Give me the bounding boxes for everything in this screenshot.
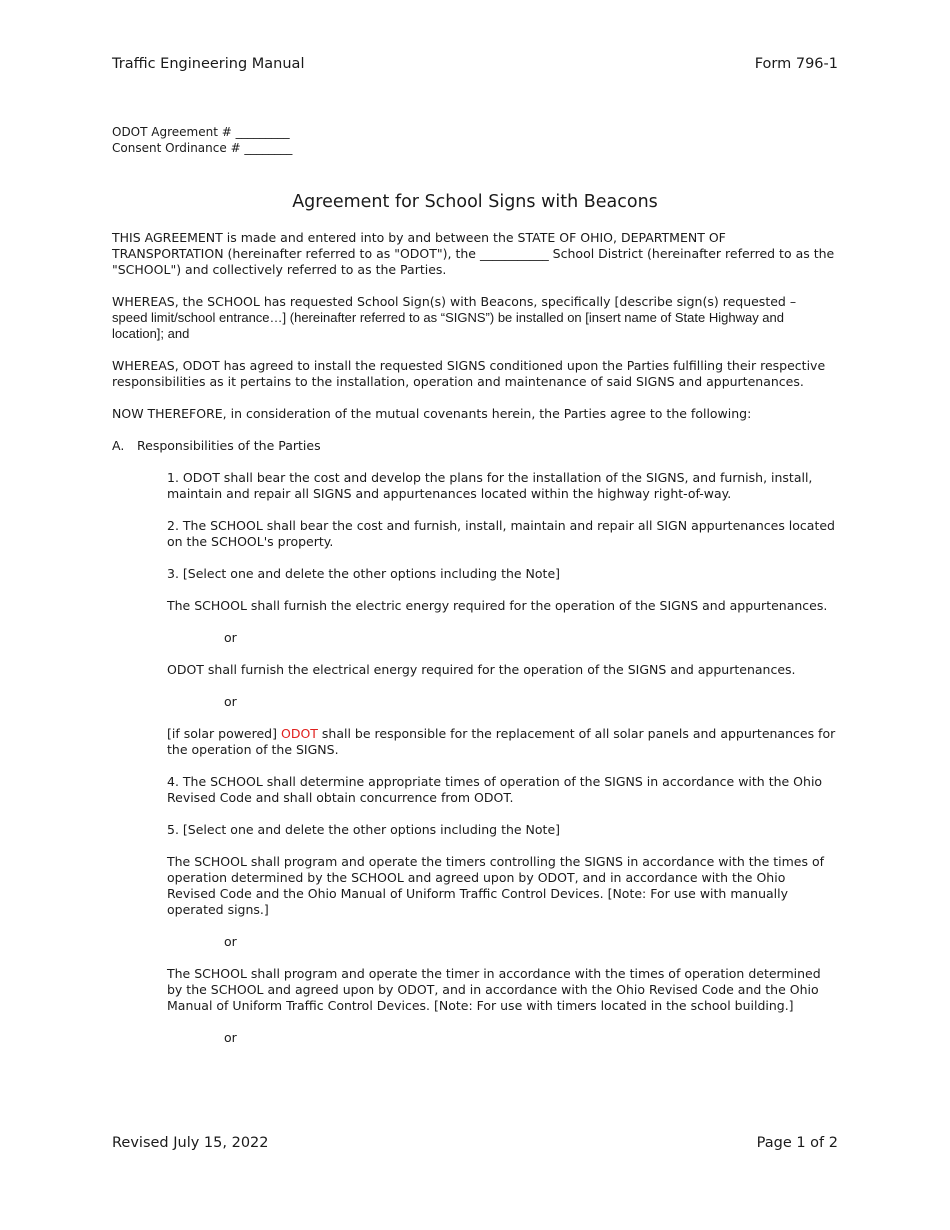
item-3-option-1: The SCHOOL shall furnish the electric energy required for the operation of the SIGNS and appurtenances. [167,598,828,613]
item-5: 5. [Select one and delete the other options including the Note] [167,822,561,837]
item-5-option-1: The SCHOOL shall program and operate the timers controlling the SIGNS in accordance with the times of operation determined by the SCHOOL and agreed upon by ODOT, and in accordance with the Ohio Revised Code and the Ohio Manual of Uniform Traffic Control Devices. [Note: For use with manually operated signs.] [167,854,825,917]
header-form-number: Form 796-1 [754,56,838,72]
or-separator: or [224,694,237,709]
whereas-1-part-a: WHEREAS, the SCHOOL has requested School Sign(s) with Beacons, specifically [describe sign(s) requested – [112,294,797,309]
intro-paragraph: THIS AGREEMENT is made and entered into by and between the STATE OF OHIO, DEPARTMENT OF TRANSPORTATION (hereinafter referred to as "ODOT"), the ___________ School District (hereinafter referred to as the "SCHOOL") and collectively referred to as the Parties. [112,230,835,277]
item-4: 4. The SCHOOL shall determine appropriate times of operation of the SIGNS in accordance with the Ohio Revised Code and shall obtain concurrence from ODOT. [167,774,823,805]
or-separator: or [224,630,237,645]
solar-prefix: [if solar powered] [167,726,277,741]
whereas-paragraph-1 [112,294,838,342]
item-3-option-2: ODOT shall furnish the electrical energy required for the operation of the SIGNS and appurtenances. [167,662,796,677]
footer-page-number: Page 1 of 2 [756,1135,838,1151]
highlighted-odot: ODOT [280,726,318,741]
item-3: 3. [Select one and delete the other options including the Note] [167,566,561,581]
document-body [112,230,838,1062]
item-5-option-2: The SCHOOL shall program and operate the timer in accordance with the times of operation determined by the SCHOOL and agreed upon by ODOT, and in accordance with the Ohio Revised Code and the Ohio Manual of Uniform Traffic Control Devices. [Note: For use with timers located in the school building.] [167,966,821,1013]
or-separator: or [224,934,237,949]
item-1: 1. ODOT shall bear the cost and develop the plans for the installation of the SIGNS, and furnish, install, maintain and repair all SIGNS and appurtenances located within the highway right-of-way. [167,470,813,501]
document-title: Agreement for School Signs with Beacons [292,192,658,212]
odot-agreement-number: ODOT Agreement # _________ [112,125,290,139]
section-letter: A. [112,438,125,453]
consent-ordinance-number: Consent Ordinance # ________ [112,140,293,155]
item-3-option-3 [167,726,838,758]
whereas-1-part-b: speed limit/school entrance…] (hereinafter referred to as “SIGNS”) be installed on [insert name of State Highway and location]; and [112,310,784,341]
section-title: Responsibilities of the Parties [137,438,321,453]
or-separator: or [224,1030,237,1045]
item-2: 2. The SCHOOL shall bear the cost and furnish, install, maintain and repair all SIGN appurtenances located on the SCHOOL's property. [167,518,835,549]
solar-rest: shall be responsible for the replacement of all solar panels and appurtenances for the operation of the SIGNS. [167,726,836,757]
footer-revised-date: Revised July 15, 2022 [112,1135,269,1151]
agreement-meta [112,125,292,156]
document-page [112,0,838,1230]
whereas-paragraph-2: WHEREAS, ODOT has agreed to install the requested SIGNS conditioned upon the Parties fulfilling their respective responsibilities as it pertains to the installation, operation and maintenance of said SIGNS and appurtenances. [112,358,826,389]
section-a-heading [112,438,838,454]
header-manual-title: Traffic Engineering Manual [112,56,305,72]
now-therefore-paragraph: NOW THEREFORE, in consideration of the mutual covenants herein, the Parties agree to the following: [112,406,752,421]
